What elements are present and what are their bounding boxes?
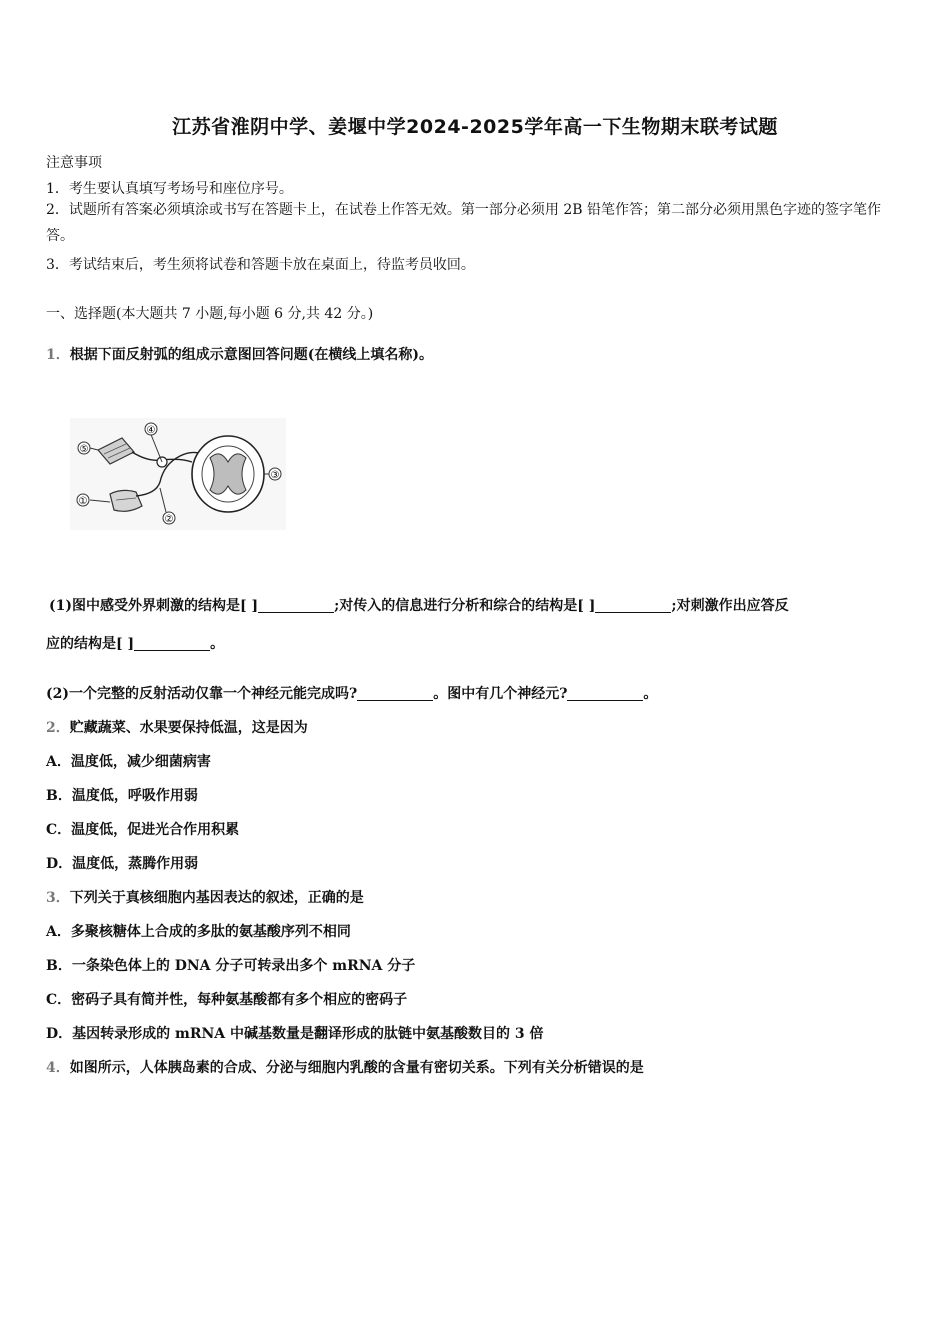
reflex-arc-diagram	[70, 418, 286, 530]
notice-item-1: 1．考生要认真填写考场号和座位序号。	[46, 181, 293, 197]
question-2-option-a[interactable]: A．温度低，减少细菌病害	[46, 754, 211, 770]
answer-blank[interactable]	[258, 598, 334, 613]
notice-item-3: 3．考试结束后，考生须将试卷和答题卡放在桌面上，待监考员收回。	[46, 257, 475, 273]
answer-blank[interactable]	[134, 636, 210, 651]
question-2-stem: 2．贮藏蔬菜、水果要保持低温，这是因为	[46, 720, 308, 736]
question-1-part-1: (1)图中感受外界刺激的结构是[ ] ;对传入的信息进行分析和综合的结构是[ ] ;对刺激作出应答反	[49, 598, 789, 614]
question-3-option-c[interactable]: C．密码子具有简并性，每种氨基酸都有多个相应的密码子	[46, 992, 408, 1008]
receptor-shape	[110, 490, 142, 511]
section-heading: 一、选择题(本大题共 7 小题,每小题 6 分,共 42 分。)	[46, 306, 374, 322]
question-3-option-d[interactable]: D．基因转录形成的 mRNA 中碱基数量是翻译形成的肽链中氨基酸数目的 3 倍	[46, 1026, 544, 1042]
answer-blank[interactable]	[595, 598, 671, 613]
question-1-part-1-cont: 应的结构是[ ] 。	[46, 636, 225, 652]
question-3-option-b[interactable]: B．一条染色体上的 DNA 分子可转录出多个 mRNA 分子	[46, 958, 416, 974]
spinal-cord-shape	[192, 436, 264, 512]
question-1-stem: 1．根据下面反射弧的组成示意图回答问题(在横线上填名称)。	[46, 347, 433, 363]
question-3-stem: 3．下列关于真核细胞内基因表达的叙述，正确的是	[46, 890, 364, 906]
question-number: 4．	[46, 1060, 70, 1076]
page-title: 江苏省淮阴中学、姜堰中学2024-2025学年高一下生物期末联考试题	[172, 116, 778, 138]
question-number: 1．	[46, 347, 70, 363]
question-number: 2．	[46, 720, 70, 736]
question-2-option-d[interactable]: D．温度低，蒸腾作用弱	[46, 856, 199, 872]
diagram-label-3: ③	[270, 470, 280, 481]
diagram-label-5: ⑤	[79, 444, 89, 455]
question-2-option-b[interactable]: B．温度低，呼吸作用弱	[46, 788, 198, 804]
answer-blank[interactable]	[357, 686, 433, 701]
diagram-label-2: ②	[164, 514, 174, 525]
question-4-stem: 4．如图所示，人体胰岛素的合成、分泌与细胞内乳酸的含量有密切关系。下列有关分析错误的是	[46, 1060, 644, 1076]
diagram-label-1: ①	[78, 496, 88, 507]
question-1-part-2: (2)一个完整的反射活动仅靠一个神经元能完成吗? 。图中有几个神经元? 。	[46, 686, 658, 702]
question-number: 3．	[46, 890, 70, 906]
question-3-option-a[interactable]: A．多聚核糖体上合成的多肽的氨基酸序列不相同	[46, 924, 351, 940]
diagram-label-4: ④	[146, 425, 156, 436]
notice-heading: 注意事项	[46, 155, 102, 171]
notice-item-2: 2．试题所有答案必须填涂或书写在答题卡上，在试卷上作答无效。第一部分必须用 2B 铅笔作答；第二部分必须用黑色字迹的签字笔作答。	[46, 202, 881, 244]
answer-blank[interactable]	[567, 686, 643, 701]
question-2-option-c[interactable]: C．温度低，促进光合作用积累	[46, 822, 240, 838]
